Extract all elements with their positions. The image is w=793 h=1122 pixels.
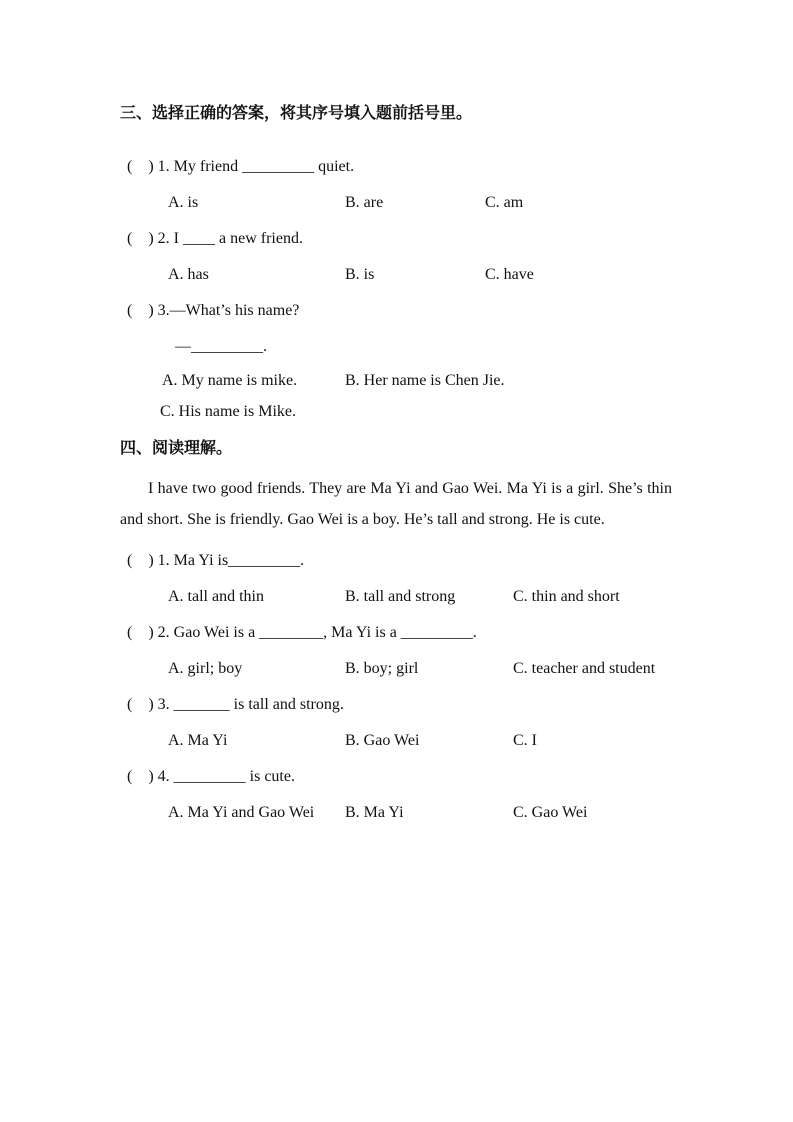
question-stem: ( ) 1. My friend _________ quiet. bbox=[127, 158, 355, 175]
reading-passage: I have two good friends. They are Ma Yi and Gao Wei. Ma Yi is a girl. She’s thin and short. She is friendly. Gao Wei is a boy. He’s tall and strong. He is cute. bbox=[120, 480, 672, 528]
option-a: A. Ma Yi bbox=[168, 732, 228, 749]
question-3-1 bbox=[120, 149, 672, 221]
option-a: A. is bbox=[168, 194, 199, 211]
option-a: A. My name is mike. bbox=[162, 372, 298, 389]
option-c: C. am bbox=[485, 194, 524, 211]
question-stem: ( ) 1. Ma Yi is_________. bbox=[127, 552, 305, 569]
question-stem: ( ) 4. _________ is cute. bbox=[127, 768, 295, 785]
option-c: C. teacher and student bbox=[513, 660, 656, 677]
question-4-4 bbox=[120, 759, 672, 831]
option-b: B. are bbox=[345, 194, 384, 211]
option-c: C. thin and short bbox=[513, 588, 620, 605]
options-row bbox=[168, 579, 672, 615]
options-row bbox=[162, 365, 672, 396]
question-4-1 bbox=[120, 543, 672, 615]
section-4 bbox=[120, 431, 672, 831]
question-stem: ( ) 3.—What’s his name? bbox=[127, 302, 300, 319]
option-b: B. Her name is Chen Jie. bbox=[345, 372, 505, 389]
question-4-3 bbox=[120, 687, 672, 759]
option-c: C. His name is Mike. bbox=[160, 403, 296, 420]
question-3-3 bbox=[120, 293, 672, 427]
answer-blank-line: —_________. bbox=[175, 338, 267, 355]
option-b: B. tall and strong bbox=[345, 588, 456, 605]
option-b: B. Gao Wei bbox=[345, 732, 420, 749]
option-a: A. has bbox=[168, 266, 209, 283]
option-a: A. Ma Yi and Gao Wei bbox=[168, 804, 315, 821]
options-row bbox=[168, 795, 672, 831]
option-b: B. boy; girl bbox=[345, 660, 419, 677]
option-c: C. Gao Wei bbox=[513, 804, 588, 821]
question-stem: ( ) 2. Gao Wei is a ________, Ma Yi is a _________. bbox=[127, 624, 477, 641]
options-row bbox=[168, 651, 672, 687]
options-row bbox=[168, 257, 672, 293]
option-a: A. girl; boy bbox=[168, 660, 243, 677]
option-b: B. is bbox=[345, 266, 375, 283]
question-4-2 bbox=[120, 615, 672, 687]
options-row bbox=[168, 723, 672, 759]
question-3-2 bbox=[120, 221, 672, 293]
option-b: B. Ma Yi bbox=[345, 804, 404, 821]
option-c: C. have bbox=[485, 266, 534, 283]
section-3-heading: 三、选择正确的答案，将其序号填入题前括号里。 bbox=[120, 105, 473, 122]
options-row bbox=[168, 185, 672, 221]
question-stem: ( ) 2. I ____ a new friend. bbox=[127, 230, 303, 247]
option-c: C. I bbox=[513, 732, 537, 749]
section-3 bbox=[120, 96, 672, 427]
option-a: A. tall and thin bbox=[168, 588, 264, 605]
question-stem: ( ) 3. _______ is tall and strong. bbox=[127, 696, 344, 713]
section-4-heading: 四、阅读理解。 bbox=[120, 440, 233, 457]
